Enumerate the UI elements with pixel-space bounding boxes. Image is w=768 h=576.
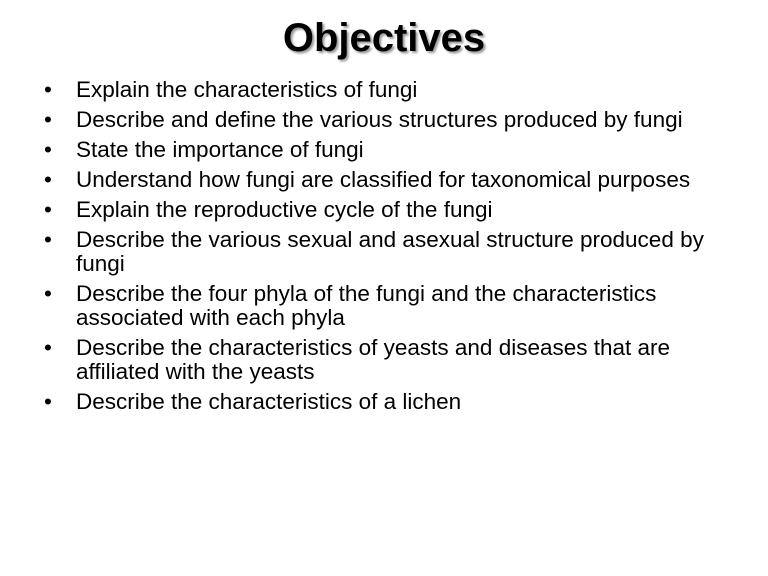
bullet-icon: •: [44, 227, 52, 252]
bullet-icon: •: [44, 137, 52, 162]
list-item-text: Describe the four phyla of the fungi and the characteristics associated with each phyla: [76, 281, 657, 330]
bullet-icon: •: [44, 335, 52, 360]
list-item-text: Understand how fungi are classified for taxonomical purposes: [76, 167, 691, 192]
list-item-text: Describe the various sexual and asexual structure produced by fungi: [76, 227, 704, 276]
bullet-icon: •: [44, 389, 52, 414]
list-item: [40, 336, 730, 384]
bullet-icon: •: [44, 107, 52, 132]
bullet-icon: •: [44, 167, 52, 192]
bullet-icon: •: [44, 281, 52, 306]
list-item: [40, 282, 730, 330]
list-item-text: Describe and define the various structures produced by fungi: [76, 107, 683, 132]
list-item: [40, 168, 730, 192]
objectives-list: [40, 78, 730, 420]
list-item: [40, 228, 730, 276]
list-item: [40, 108, 730, 132]
list-item-text: Describe the characteristics of a lichen: [76, 389, 462, 414]
list-item: [40, 198, 730, 222]
bullet-icon: •: [44, 197, 52, 222]
list-item: [40, 390, 730, 414]
bullet-icon: •: [44, 77, 52, 102]
list-item: [40, 78, 730, 102]
list-item-text: Explain the reproductive cycle of the fungi: [76, 197, 493, 222]
list-item: [40, 138, 730, 162]
slide-title: Objectives: [282, 16, 486, 60]
list-item-text: State the importance of fungi: [76, 137, 364, 162]
list-item-text: Describe the characteristics of yeasts and diseases that are affiliated with the yeasts: [76, 335, 671, 384]
list-item-text: Explain the characteristics of fungi: [76, 77, 418, 102]
